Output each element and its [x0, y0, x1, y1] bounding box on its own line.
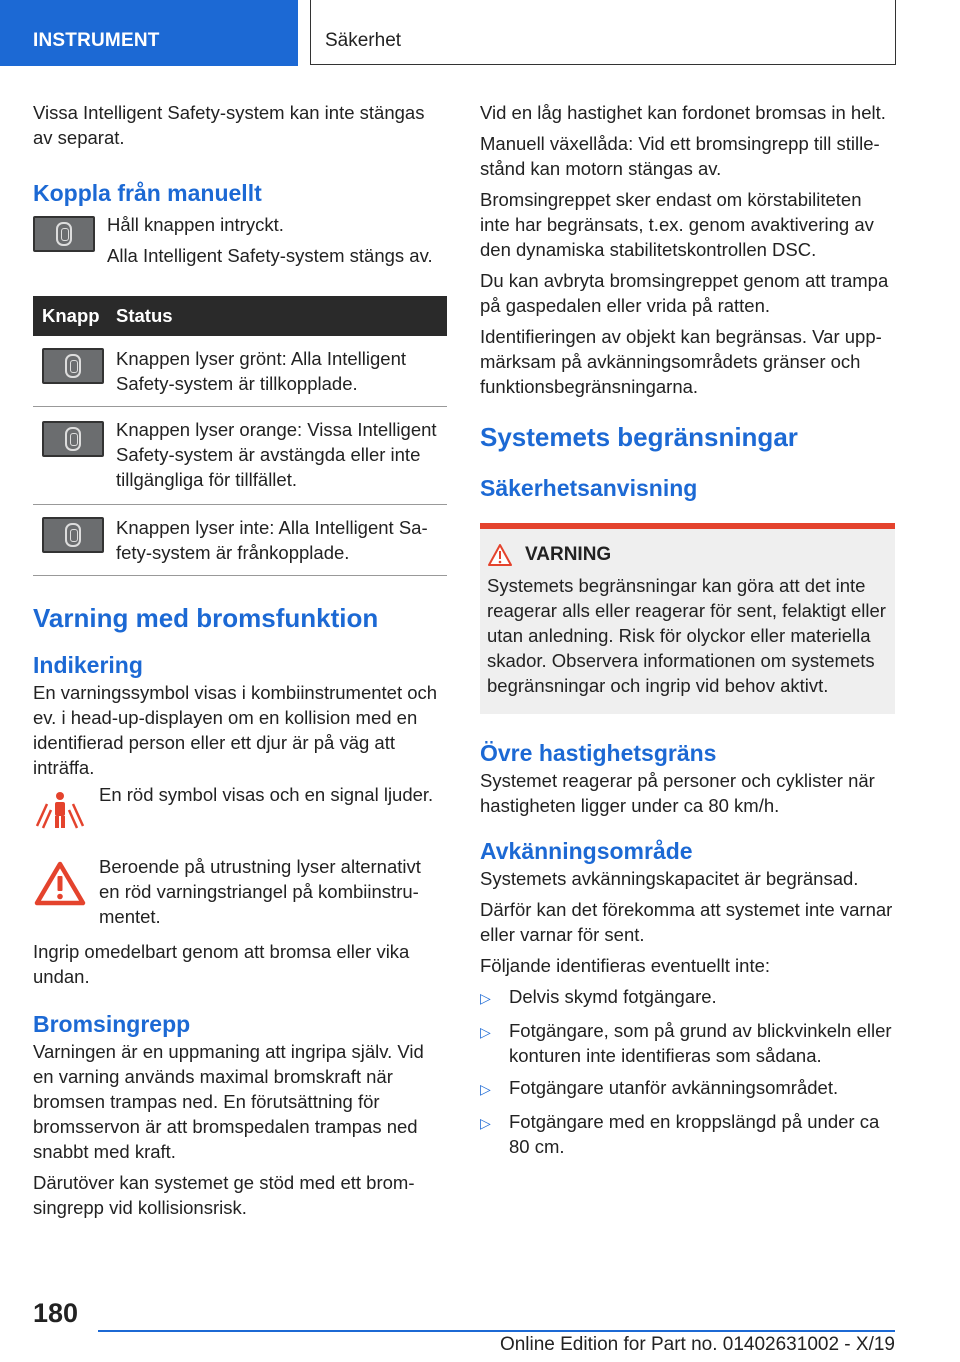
heading-speed: Övre hastighetsgräns	[480, 740, 717, 766]
table-row	[33, 505, 447, 576]
footer-divider	[98, 1330, 895, 1332]
list-item: ▷ Fotgängare, som på grund av blickvinkeln eller konturen inte identifieras som sådana.	[480, 1020, 892, 1066]
heading-indication: Indikering	[33, 652, 143, 678]
warning-triangle-icon	[33, 858, 87, 908]
heading-safety: Säkerhetsanvisning	[480, 475, 698, 501]
safety-button-off-icon	[42, 517, 104, 553]
triangle-bullet-icon: ▷	[480, 1024, 491, 1040]
limits-list	[480, 984, 895, 1159]
symbol-1-text: En röd symbol visas och en signal ljuder.	[99, 784, 434, 805]
heading-warning-brake: Varning med bromsfunktion	[33, 603, 379, 633]
area-text-1: Systemets avkänningskapacitet är begränsad.	[480, 868, 859, 889]
area-text-2: Därför kan det förekomma att systemet inte varnar eller varnar för sent.	[480, 899, 893, 945]
table-header-row	[33, 296, 447, 336]
area-text-3: Följande identifieras eventuellt inte:	[480, 955, 771, 976]
symbol-row-2	[33, 858, 447, 935]
act-text: Ingrip omedelbart genom att bromsa eller vika undan.	[33, 941, 410, 987]
left-column	[33, 100, 447, 1226]
list-item: ▷ Fotgängare med en kroppslängd på under ca 80 cm.	[480, 1111, 880, 1157]
table-row	[33, 336, 447, 407]
chapter-box	[310, 0, 896, 65]
right-text-5: Identifieringen av objekt kan begränsas. Var uppmärksam på avkänningsområdets gränser och funktionsbegränsningarna.	[480, 326, 882, 397]
intro-text: Vissa Intelligent Safety-system kan inte stängas av separat.	[33, 102, 425, 148]
heading-braking: Bromsingrepp	[33, 1011, 191, 1037]
table-cell-status: Knappen lyser inte: Alla Intelligent Safety-system är frånkopplade.	[116, 505, 447, 576]
warning-title: VARNING	[525, 544, 612, 565]
table-cell-status: Knappen lyser orange: Vissa Intelligent Safety-system är avstängda eller inte tillgängliga för tillfället.	[116, 407, 447, 505]
safety-button-green-icon	[42, 348, 104, 384]
list-item: ▷ Fotgängare utanför avkänningsområdet.	[480, 1075, 895, 1102]
symbol-2-text: Beroende på utrustning lyser alternativt en röd varningstriangel på kombiinstrumentet.	[99, 856, 421, 927]
chapter-label: Säkerhet	[325, 30, 402, 51]
warning-text: Systemets begränsningar kan göra att det inte reagerar alls eller reagerar för sent, felaktigt eller utan anledning. Risk för olyckor eller materiella skador. Observera informationen om systemets begränsningar och ingrip vid behov aktivt.	[487, 575, 886, 696]
warning-box	[480, 523, 895, 714]
speed-text: Systemet reagerar på personer och cyklister när hastigheten ligger under ca 80 km/h.	[480, 770, 875, 816]
right-text-2: Manuell växellåda: Vid ett bromsingrepp till stillestånd kan motorn stängas av.	[480, 133, 880, 179]
section-tab	[0, 0, 298, 66]
footer-edition: Online Edition for Part no. 01402631002 - X/19	[499, 1334, 895, 1355]
list-item: ▷ Delvis skymd fotgängare.	[480, 984, 895, 1011]
manual-row	[33, 214, 447, 274]
heading-manual: Koppla från manuellt	[33, 180, 262, 206]
table-header-status: Status	[116, 296, 447, 336]
manual-step-2: Alla Intelligent Safety-system stängs av.	[107, 245, 433, 266]
symbol-row-1	[33, 786, 447, 836]
right-text-1: Vid en låg hastighet kan fordonet bromsas in helt.	[480, 102, 886, 123]
section-label: INSTRUMENT	[33, 30, 160, 51]
page-number: 180	[33, 1298, 79, 1328]
indication-text: En varningssymbol visas i kombiinstrumentet och ev. i head-up-displayen om en kollision med en identifierad person eller ett djur är på väg att inträffa.	[33, 682, 438, 778]
right-text-4: Du kan avbryta bromsingreppet genom att trampa på gaspedalen eller vrida på ratten.	[480, 270, 889, 316]
triangle-bullet-icon: ▷	[480, 990, 491, 1006]
safety-button-orange-icon	[42, 421, 104, 457]
braking-text-2: Därutöver kan systemet ge stöd med ett bromsingrepp vid kollisionsrisk.	[33, 1172, 415, 1218]
triangle-bullet-icon: ▷	[480, 1081, 491, 1097]
braking-text-1: Varningen är en uppmaning att ingripa själv. Vid en varning används maximal bromskraft när bromsen trampas ned. En förutsättning för bromsservon är att bromspedalen trampas ned snabbt med kraft.	[33, 1041, 424, 1162]
right-column	[480, 100, 895, 1166]
manual-step-1: Håll knappen intryckt.	[107, 214, 284, 235]
triangle-bullet-icon: ▷	[480, 1115, 491, 1131]
pedestrian-warning-icon	[33, 786, 87, 836]
warning-header	[487, 543, 888, 567]
table-header-button: Knapp	[33, 296, 116, 336]
right-text-3: Bromsingreppet sker endast om körstabiliteten inte har begränsats, t.ex. genom avaktivering av den dynamiska stabilitetskontrollen DSC.	[480, 189, 874, 260]
page-header	[0, 0, 960, 66]
heading-area: Avkänningsområde	[480, 838, 693, 864]
table-row	[33, 407, 447, 505]
warning-triangle-icon	[487, 543, 513, 567]
status-table	[33, 296, 447, 576]
table-cell-status: Knappen lyser grönt: Alla Intelligent Safety-system är tillkopplade.	[116, 336, 447, 407]
safety-button-icon	[33, 216, 95, 252]
heading-limits: Systemets begränsningar	[480, 422, 798, 452]
